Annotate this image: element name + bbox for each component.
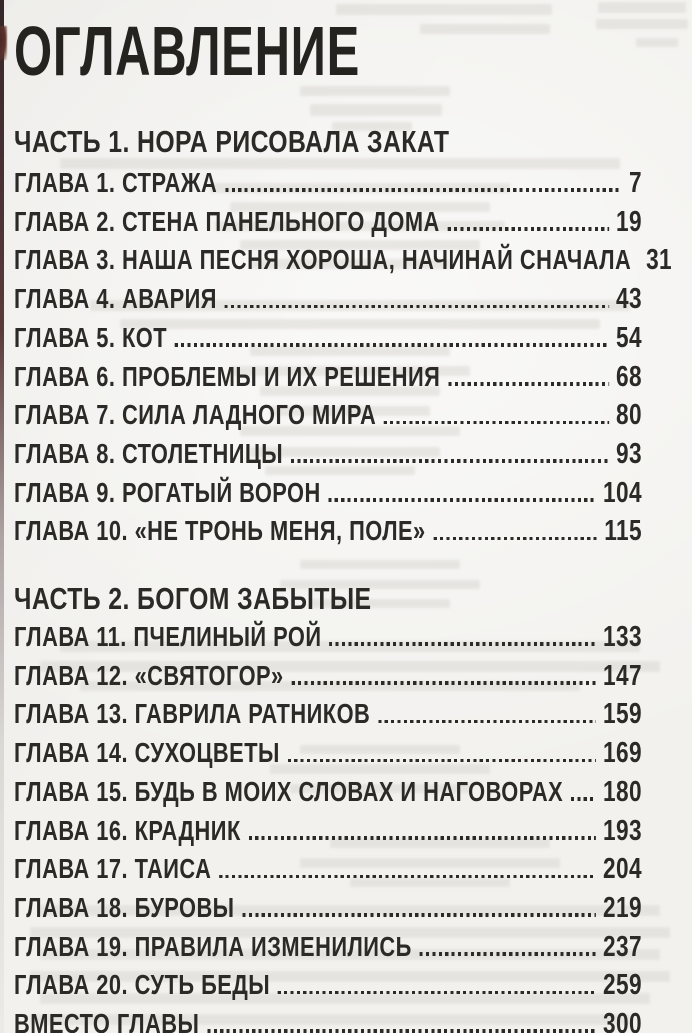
chapter-label: ГЛАВА 8. СТОЛЕТНИЦЫ [14, 437, 284, 469]
toc-parts [14, 124, 673, 1033]
page-number: 7 [628, 167, 642, 199]
chapter-label: ГЛАВА 19. ПРАВИЛА ИЗМЕНИЛИСЬ [14, 930, 412, 962]
toc-entry [14, 966, 642, 1005]
toc-entry [14, 474, 642, 513]
chapter-label: ГЛАВА 18. БУРОВЫ [14, 891, 235, 923]
chapter-label: ГЛАВА 13. ГАВРИЛА РАТНИКОВ [14, 698, 371, 730]
page-number: 180 [603, 775, 642, 808]
part-entries [14, 618, 642, 1033]
toc-entry [14, 773, 642, 812]
toc-entry [14, 358, 642, 397]
dot-leader [225, 188, 622, 192]
toc-entry [14, 1005, 642, 1033]
chapter-label: ГЛАВА 3. НАША ПЕСНЯ ХОРОША, НАЧИНАЙ СНАЧАЛА [14, 244, 632, 276]
dot-leader [378, 720, 596, 724]
chapter-label: ГЛАВА 5. КОТ [14, 321, 168, 353]
dot-leader [420, 952, 596, 956]
dot-leader [207, 1029, 596, 1033]
toc-entry [14, 928, 642, 967]
dot-leader [249, 836, 596, 840]
chapter-label: ГЛАВА 4. АВАРИЯ [14, 283, 217, 315]
chapter-label: ГЛАВА 1. СТРАЖА [14, 167, 218, 198]
toc-entry [14, 889, 642, 928]
dot-leader [291, 681, 596, 685]
chapter-label: ГЛАВА 6. ПРОБЛЕМЫ И ИХ РЕШЕНИЯ [14, 360, 441, 392]
page-number: 80 [616, 399, 642, 432]
page-number: 115 [604, 515, 642, 548]
toc-entry [14, 203, 642, 242]
page-number: 169 [603, 737, 642, 770]
page-number: 193 [603, 814, 642, 847]
page-number: 133 [603, 621, 642, 654]
chapter-label: ВМЕСТО ГЛАВЫ [14, 1008, 200, 1033]
toc-part [14, 583, 642, 1033]
part-heading: ЧАСТЬ 1. НОРА РИСОВАЛА ЗАКАТ [14, 124, 450, 159]
dot-leader [433, 537, 597, 541]
dot-leader [291, 459, 609, 463]
toc-entry [14, 850, 642, 889]
page-number: 159 [603, 698, 642, 731]
chapter-label: ГЛАВА 11. ПЧЕЛИНЫЙ РОЙ [14, 621, 322, 653]
dot-leader [448, 382, 609, 386]
page-number: 300 [603, 1008, 642, 1033]
page-title: ОГЛАВЛЕНИЕ [14, 12, 360, 90]
toc-entry [14, 280, 642, 319]
chapter-label: ГЛАВА 7. СИЛА ЛАДНОГО МИРА [14, 399, 377, 431]
dot-leader [278, 991, 596, 995]
toc-entry [14, 812, 642, 851]
toc-entry [14, 396, 642, 435]
toc-entry [14, 618, 642, 657]
page-number: 204 [603, 853, 642, 886]
chapter-label: ГЛАВА 16. КРАДНИК [14, 814, 241, 846]
chapter-label: ГЛАВА 14. СУХОЦВЕТЫ [14, 737, 280, 769]
toc-content [14, 0, 673, 1033]
page-number: 219 [603, 891, 642, 924]
page-number: 237 [603, 930, 642, 963]
toc-entry [14, 319, 642, 358]
chapter-label: ГЛАВА 12. «СВЯТОГОР» [14, 659, 284, 691]
dot-leader [288, 759, 596, 763]
dot-leader [225, 305, 609, 309]
chapter-label: ГЛАВА 2. СТЕНА ПАНЕЛЬНОГО ДОМА [14, 205, 440, 237]
dot-leader [242, 913, 596, 917]
dot-leader [219, 875, 596, 879]
page-number: 104 [603, 476, 642, 509]
toc-entry [14, 164, 642, 203]
dot-leader [329, 498, 596, 502]
part-entries [14, 164, 673, 551]
page-number: 31 [646, 244, 673, 277]
page-number: 93 [616, 437, 642, 470]
dot-leader [329, 642, 596, 646]
toc-entry [14, 695, 642, 734]
toc-entry [14, 657, 642, 696]
part-heading: ЧАСТЬ 2. БОГОМ ЗАБЫТЫЕ [14, 581, 372, 617]
chapter-label: ГЛАВА 17. ТАИСА [14, 853, 212, 885]
chapter-label: ГЛАВА 20. СУТЬ БЕДЫ [14, 969, 271, 1001]
toc-entry [14, 734, 642, 773]
dot-leader [175, 343, 609, 347]
page-number: 54 [616, 321, 642, 354]
dot-leader [448, 227, 609, 231]
toc-entry [14, 241, 673, 280]
page-number: 259 [603, 969, 642, 1002]
chapter-label: ГЛАВА 15. БУДЬ В МОИХ СЛОВАХ И НАГОВОРАХ [14, 775, 564, 807]
dot-leader [571, 797, 596, 801]
page-number: 68 [616, 360, 642, 393]
page-number: 147 [603, 659, 642, 692]
chapter-label: ГЛАВА 10. «НЕ ТРОНЬ МЕНЯ, ПОЛЕ» [14, 515, 426, 547]
dot-leader [384, 421, 609, 425]
page-number: 19 [616, 205, 642, 238]
toc-entry [14, 435, 642, 474]
toc-entry [14, 512, 642, 551]
chapter-label: ГЛАВА 9. РОГАТЫЙ ВОРОН [14, 476, 321, 508]
page-number: 43 [616, 283, 642, 316]
toc-part [14, 124, 673, 551]
